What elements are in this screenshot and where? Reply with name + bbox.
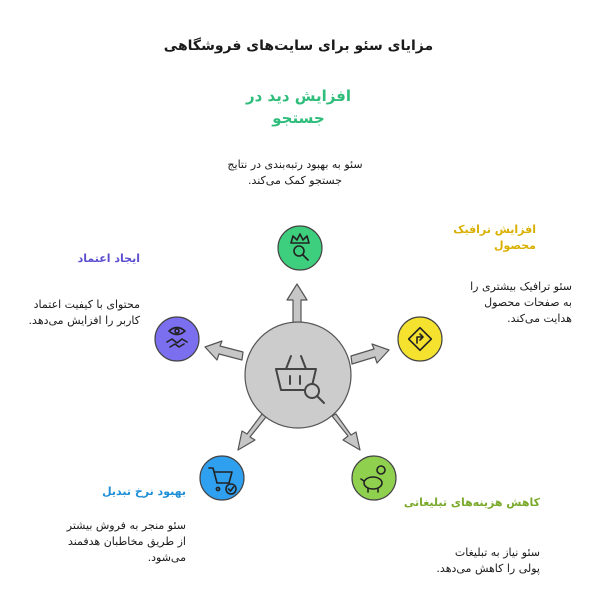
benefit-heading-conversion: بهبود نرخ تبدیل	[102, 485, 186, 498]
arrow-up	[287, 284, 307, 326]
benefit-heading-line: محصول	[493, 239, 536, 252]
benefit-heading-cost: کاهش هزینه‌های تبلیغاتی	[403, 496, 540, 509]
benefit-heading-line: جستجو	[272, 109, 325, 127]
arrow-down-left	[238, 414, 266, 450]
benefit-heading-line: افزایش ترافیک	[453, 223, 536, 236]
benefit-desc-line: سئو به بهبود رتبه‌بندی در نتایج	[227, 158, 363, 171]
node-cost	[352, 456, 396, 500]
benefit-desc-line: سئو ترافیک بیشتری را	[470, 280, 572, 293]
benefit-desc-line: جستجو کمک می‌کند.	[247, 174, 343, 187]
benefit-desc-line: هدایت می‌کند.	[507, 312, 572, 325]
benefit-desc-line: پولی را کاهش می‌دهد.	[436, 562, 540, 575]
node-conversion	[200, 456, 244, 500]
benefit-desc-line: از طریق مخاطبان هدفمند	[67, 535, 186, 548]
node-visibility	[278, 226, 322, 270]
arrow-right	[351, 344, 389, 364]
page-title: مزایای سئو برای سایت‌های فروشگاهی	[163, 38, 434, 54]
benefit-desc-line: سئو منجر به فروش بیشتر	[66, 519, 186, 532]
arrow-down-right	[332, 414, 360, 450]
benefit-heading-line: افزایش دید در	[245, 87, 352, 105]
benefit-desc-line: به صفحات محصول	[484, 296, 572, 309]
benefit-desc-line: کاربر را افزایش می‌دهد.	[28, 314, 140, 327]
benefit-heading-trust: ایجاد اعتماد	[77, 252, 140, 265]
benefit-desc-line: سئو نیاز به تبلیغات	[454, 546, 540, 559]
node-trust	[155, 317, 199, 361]
arrow-left	[205, 341, 243, 360]
hub-circle	[245, 322, 351, 428]
benefit-desc-line: می‌شود.	[147, 551, 186, 564]
benefit-desc-line: محتوای با کیفیت اعتماد	[33, 298, 140, 311]
